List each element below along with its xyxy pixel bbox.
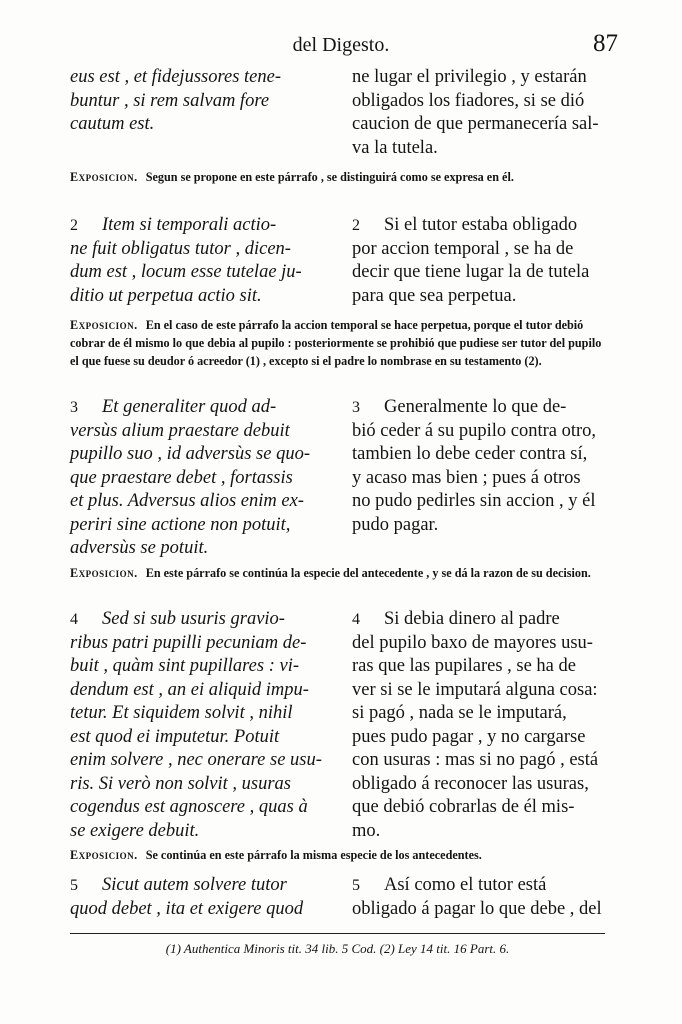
exposicion-text: En el caso de este párrafo la accion temporal se hace perpetua, porque el tutor debió cobrar de él mismo lo que debia al pupilo : posteriormente se prohibió que pudiese ser tutor del pupilo el que fuese su deudor ó acreedor (1) , excepto si el padre lo nombrase en su testamento (2). [70,318,602,368]
spanish-line: no pudo pedirles sin accion , y él [352,491,596,511]
exposicion-1 [70,168,605,186]
latin-line: dum est , locum esse tutelae ju- [70,262,302,282]
exposicion-label: Exposicion. [70,318,138,332]
latin-text [70,396,340,561]
latin-line: se exigere debuit. [70,820,200,841]
latin-line: periri sine actione non potuit, [70,514,291,535]
paragraph-number: 4 [352,611,360,628]
footnote-rule [70,933,605,934]
latin-line: pupillo suo , id adversùs se quo- [70,444,310,464]
spanish-line: bió ceder á su pupilo contra otro, [352,420,597,441]
latin-text [70,874,340,921]
latin-line: Sed si sub usuris gravio- [102,609,285,629]
latin-line: ne fuit obligatus tutor , dicen- [70,238,291,259]
spanish-line: si pagó , nada se le imputará, [352,703,567,723]
latin-line: buntur , si rem salvam fore [70,90,270,111]
exposicion-text: Segun se propone en este párrafo , se distinguirá como se expresa en él. [145,170,514,184]
latin-line: Item si temporali actio- [102,215,277,235]
exposicion-text: En este párrafo se continúa la especie del antecedente , y se dá la razon de su decision. [145,566,591,580]
latin-line: quod debet , ita et exigere quod [70,898,304,919]
paragraph-pair-4 [70,608,610,843]
exposicion-4 [70,846,605,864]
paragraph-pair-1 [70,66,610,160]
paragraph-pair-3 [70,396,610,561]
spanish-text [352,66,610,160]
spanish-text [352,874,610,921]
spanish-text [352,608,610,843]
exposicion-3 [70,564,605,582]
exposicion-label: Exposicion. [70,170,138,184]
latin-line: versùs alium praestare debuit [70,420,290,441]
spanish-line: del pupilo baxo de mayores usu- [352,632,593,653]
latin-text [70,214,340,308]
spanish-line: para que sea perpetua. [352,285,517,306]
paragraph-number: 4 [70,611,78,628]
paragraph-number: 3 [352,399,360,416]
exposicion-label: Exposicion. [70,848,138,862]
running-title: del Digesto. [292,34,390,56]
spanish-line: ne lugar el privilegio , y estarán [352,67,587,87]
paragraph-number: 3 [70,399,78,416]
paragraph-number: 2 [352,217,360,234]
spanish-line: decir que tiene lugar la de tutela [352,262,590,282]
latin-line: que praestare debet , fortassis [70,467,293,488]
latin-line: ribus patri pupilli pecuniam de- [70,632,307,653]
spanish-line: Así como el tutor está [384,875,547,895]
latin-line: ditio ut perpetua actio sit. [70,285,262,306]
latin-line: adversùs se potuit. [70,538,209,558]
spanish-line: que debió cobrarlas de él mis- [352,797,575,817]
paragraph-pair-5 [70,874,610,921]
spanish-line: pues pudo pagar , y no cargarse [352,726,586,747]
page-number: 87 [593,30,618,57]
spanish-line: va la tutela. [352,137,438,158]
latin-line: Et generaliter quod ad- [102,397,277,417]
spanish-line: caucion de que permanecería sal- [352,114,599,134]
latin-line: ris. Si verò non solvit , usuras [70,773,291,794]
page-header [0,30,682,60]
latin-line: buit , quàm sint pupillares : vi- [70,656,300,676]
latin-text [70,608,340,843]
exposicion-2 [70,316,605,370]
spanish-line: pudo pagar. [352,514,439,535]
spanish-text [352,396,610,561]
spanish-line: Si el tutor estaba obligado [384,215,578,235]
spanish-line: por accion temporal , se ha de [352,238,574,259]
spanish-line: obligados los fiadores, si se dió [352,90,585,111]
spanish-line: y acaso mas bien ; pues á otros [352,467,581,488]
spanish-line: ver si se le imputará alguna cosa: [352,679,598,700]
latin-line: dendum est , an ei aliquid impu- [70,679,309,700]
latin-line: et plus. Adversus alios enim ex- [70,491,304,511]
paragraph-number: 2 [70,217,78,234]
latin-text [70,66,340,160]
exposicion-label: Exposicion. [70,566,138,580]
spanish-line: ras que las pupilares , se ha de [352,656,576,676]
exposicion-text: Se continúa en este párrafo la misma especie de los antecedentes. [145,848,482,862]
spanish-line: mo. [352,820,381,841]
latin-line: tetur. Et siquidem solvit , nihil [70,703,293,723]
spanish-line: Generalmente lo que de- [384,397,567,417]
spanish-text [352,214,610,308]
paragraph-number: 5 [70,877,78,894]
latin-line: enim solvere , nec onerare se usu- [70,750,322,770]
latin-line: cogendus est agnoscere , quas à [70,797,308,817]
footnote: (1) Authentica Minoris tit. 34 lib. 5 Cod. (2) Ley 14 tit. 16 Part. 6. [165,941,510,956]
latin-line: eus est , et fidejussores tene- [70,67,281,87]
spanish-line: tambien lo debe ceder contra sí, [352,444,588,464]
paragraph-number: 5 [352,877,360,894]
latin-line: est quod ei imputetur. Potuit [70,726,280,747]
spanish-line: Si debia dinero al padre [384,609,560,629]
latin-line: Sicut autem solvere tutor [102,875,287,895]
spanish-line: obligado á pagar lo que debe , del [352,898,602,919]
spanish-line: con usuras : mas si no pagó , está [352,750,599,770]
latin-line: cautum est. [70,114,155,134]
paragraph-pair-2 [70,214,610,308]
spanish-line: obligado á reconocer las usuras, [352,773,589,794]
